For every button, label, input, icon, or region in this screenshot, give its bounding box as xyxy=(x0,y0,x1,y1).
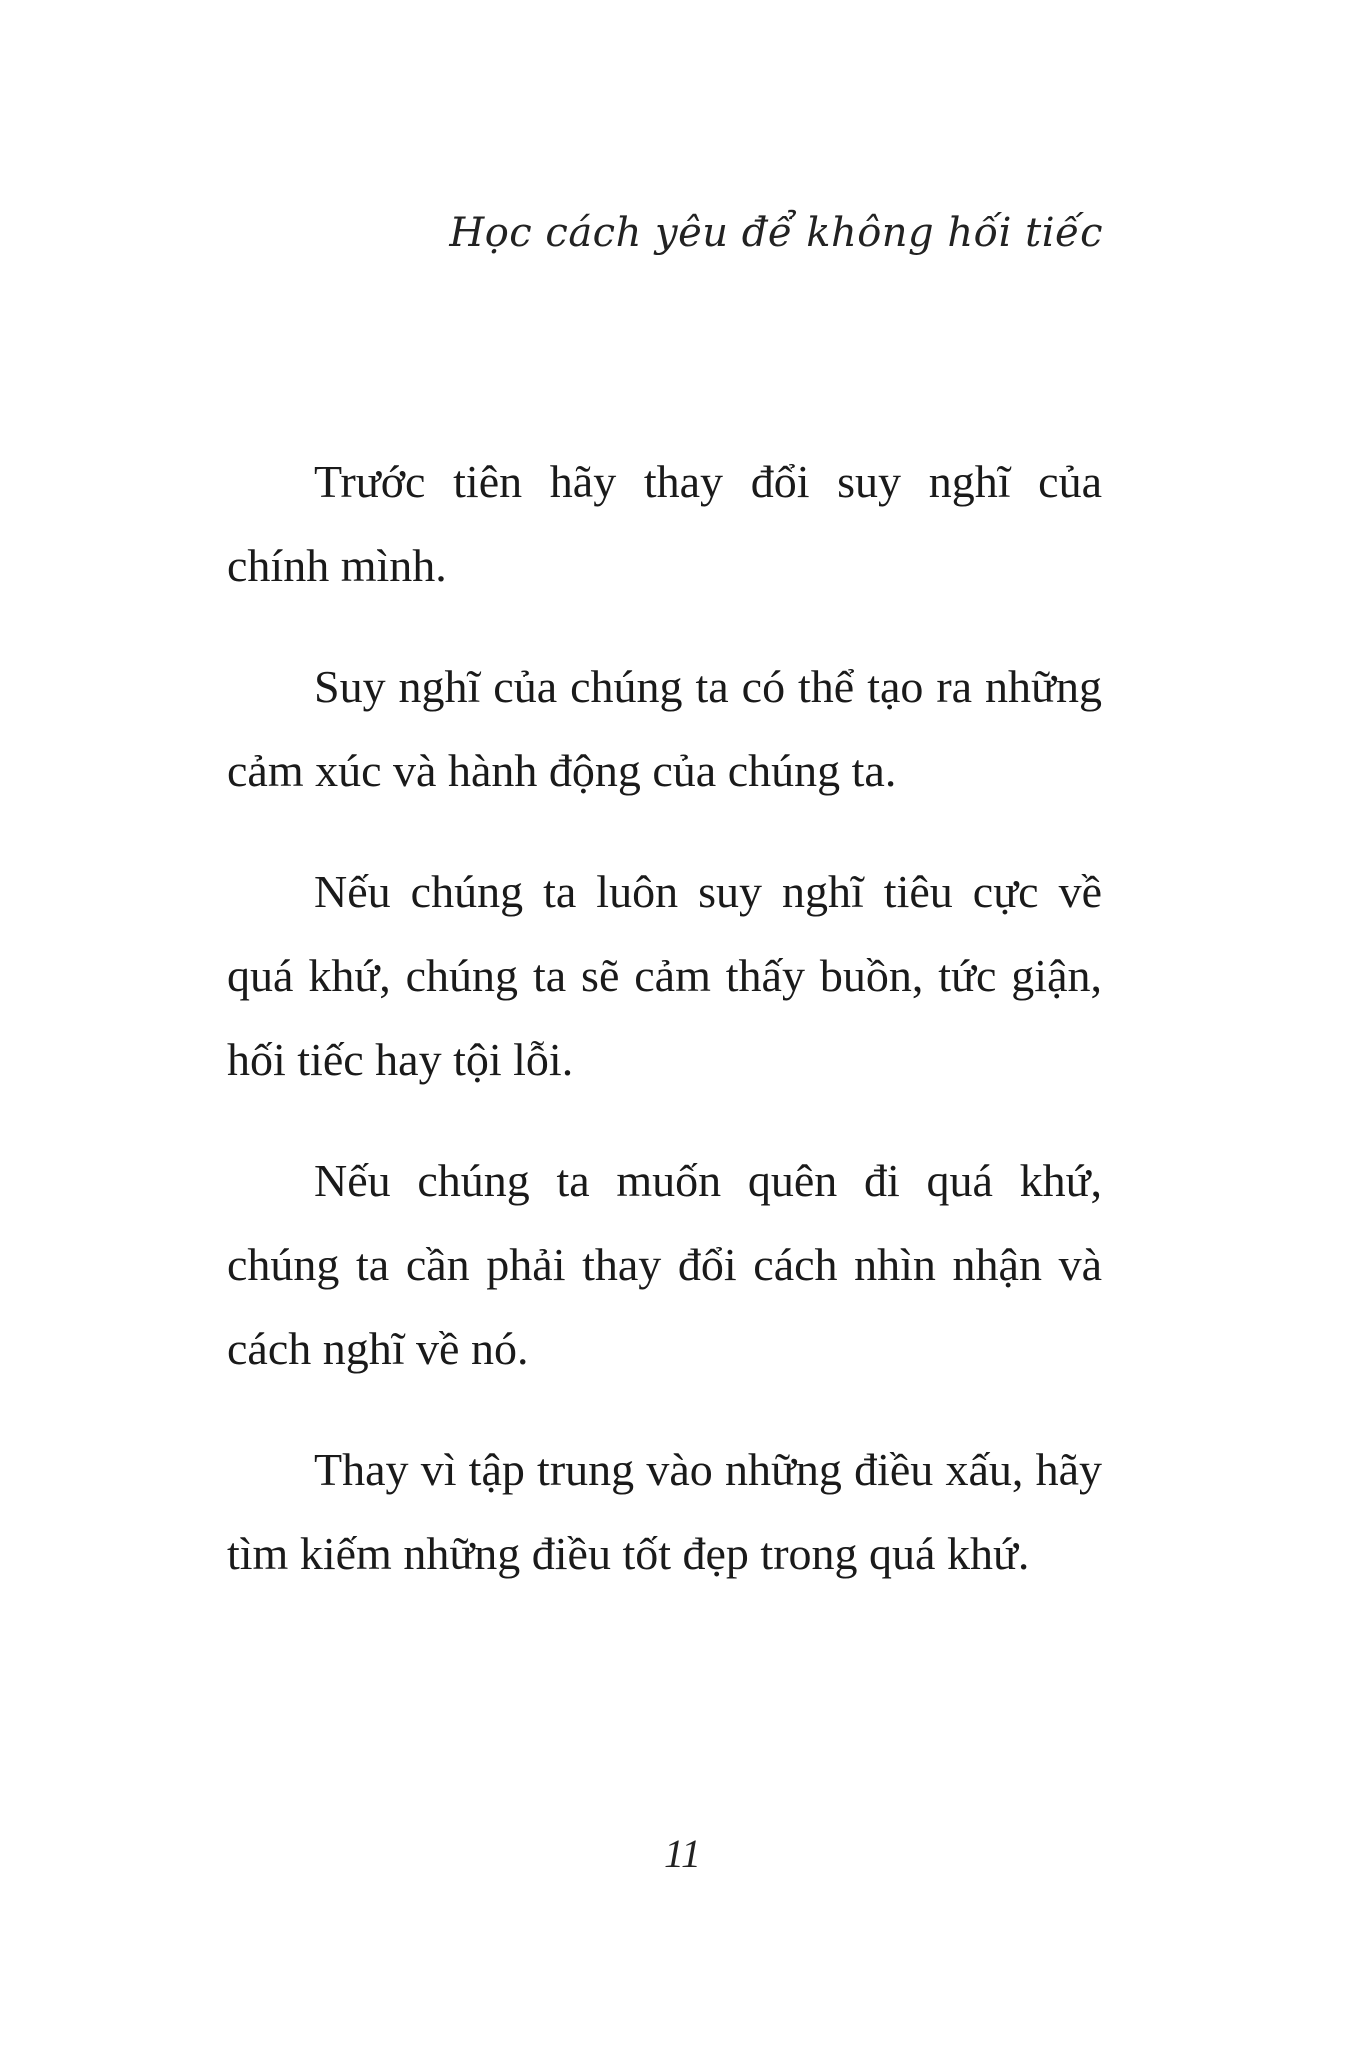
paragraph: Nếu chúng ta muốn quên đi quá khứ, chúng ta cần phải thay đổi cách nhìn nhận và cách nghĩ về nó. xyxy=(227,1155,1102,1374)
paragraph: Suy nghĩ của chúng ta có thể tạo ra những cảm xúc và hành động của chúng ta. xyxy=(227,661,1102,796)
body-text xyxy=(227,440,1102,1633)
running-header-title: Học cách yêu để không hối tiếc xyxy=(449,210,1103,256)
paragraph: Thay vì tập trung vào những điều xấu, hãy tìm kiếm những điều tốt đẹp trong quá khứ. xyxy=(227,1444,1102,1579)
page-number: 11 xyxy=(663,1831,702,1876)
paragraph: Nếu chúng ta luôn suy nghĩ tiêu cực về quá khứ, chúng ta sẽ cảm thấy buồn, tức giận, hối tiếc hay tội lỗi. xyxy=(227,866,1102,1085)
paragraph: Trước tiên hãy thay đổi suy nghĩ của chính mình. xyxy=(227,456,1102,591)
